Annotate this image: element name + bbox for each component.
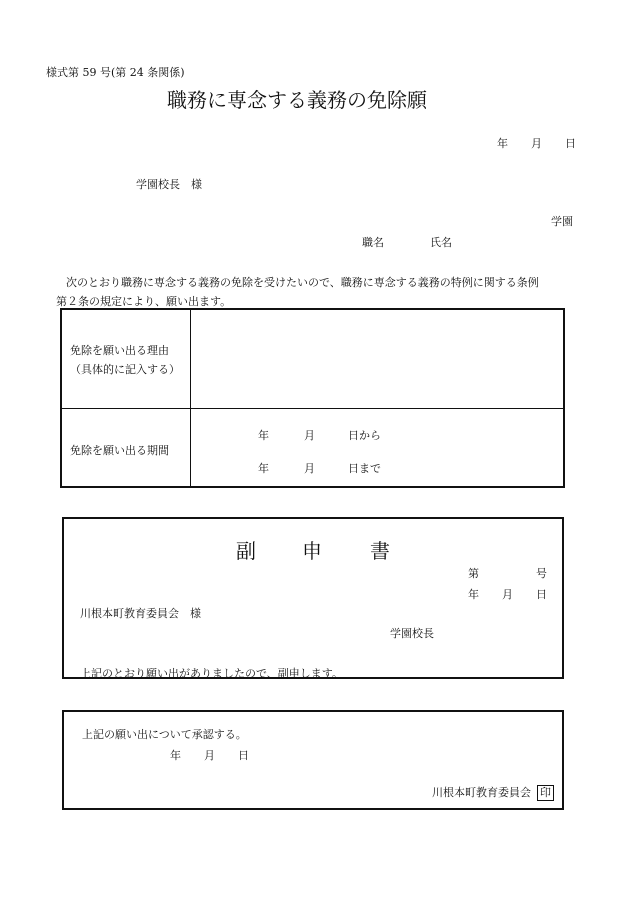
page-title: 職務に専念する義務の免除願 <box>167 88 427 112</box>
body-line-1: 次のとおり職務に専念する義務の免除を受けたいので、職務に専念する義務の特例に関する条例 <box>66 276 539 289</box>
fukushin-title-1: 副 <box>236 539 256 563</box>
name-label: 氏名 <box>430 236 452 249</box>
fukushin-number-prefix: 第 <box>468 567 479 580</box>
approval-month: 月 <box>204 749 215 762</box>
approval-signature <box>432 784 554 801</box>
fukushin-number-suffix: 号 <box>536 567 547 580</box>
seal-stamp: 印 <box>537 785 554 801</box>
fukushin-box <box>62 517 564 679</box>
approval-text: 上記の願い出について承認する。 <box>82 728 247 741</box>
approval-day: 日 <box>238 749 249 762</box>
reason-sublabel: （具体的に記入する） <box>70 363 180 376</box>
table-horizontal-divider <box>62 408 563 409</box>
date-year: 年 <box>497 137 508 150</box>
form-id: 様式第 59 号(第 24 条関係) <box>46 66 185 79</box>
body-line-2: 第２条の規定により、願い出ます。 <box>56 295 232 308</box>
applicant-school: 学園 <box>551 215 573 228</box>
from-year: 年 <box>258 429 269 442</box>
to-year: 年 <box>258 462 269 475</box>
request-table <box>60 308 565 488</box>
fukushin-title-2: 申 <box>302 539 322 563</box>
to-month: 月 <box>304 462 315 475</box>
to-day: 日まで <box>348 462 381 475</box>
date-day: 日 <box>565 137 576 150</box>
approval-box <box>62 710 564 810</box>
period-label: 免除を願い出る期間 <box>70 444 169 457</box>
from-month: 月 <box>304 429 315 442</box>
fukushin-month: 月 <box>502 588 513 601</box>
position-label: 職名 <box>362 236 384 249</box>
date-month: 月 <box>531 137 542 150</box>
fukushin-sender: 学園校長 <box>390 627 434 640</box>
approval-year: 年 <box>170 749 181 762</box>
fukushin-addressee: 川根本町教育委員会 様 <box>80 607 201 620</box>
fukushin-title-3: 書 <box>370 539 390 563</box>
from-day: 日から <box>348 429 381 442</box>
fukushin-text: 上記のとおり願い出がありましたので、副申します。 <box>80 667 343 680</box>
fukushin-year: 年 <box>468 588 479 601</box>
reason-label: 免除を願い出る理由 <box>70 344 169 357</box>
fukushin-day: 日 <box>536 588 547 601</box>
addressee: 学園校長 様 <box>136 178 202 191</box>
table-vertical-divider <box>190 310 191 486</box>
approval-board: 川根本町教育委員会 <box>432 786 531 799</box>
